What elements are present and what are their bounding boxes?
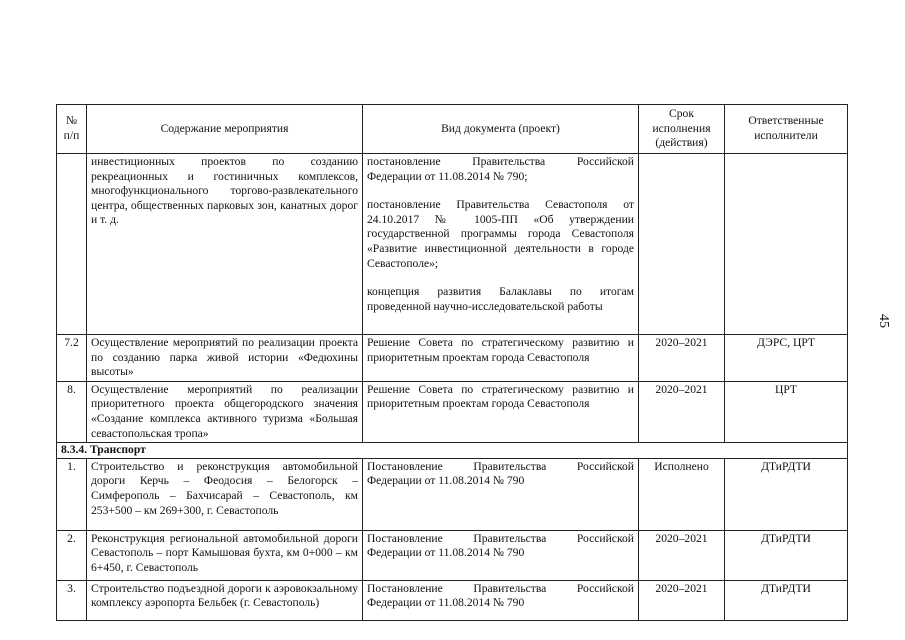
measures-table [56, 104, 848, 621]
row-docs: Постановление Правительства Российской Федерации от 11.08.2014 № 790 [363, 580, 639, 620]
row-deadline: 2020–2021 [639, 530, 725, 580]
row-content: Строительство и реконструкция автомобильной дороги Керчь – Феодосия – Белогорск – Симферополь – Бахчисарай – Севастополь, км 253+500 – км 269+300, г. Севастополь [87, 458, 363, 530]
row-deadline: 2020–2021 [639, 335, 725, 382]
table-row [57, 154, 848, 335]
section-title: 8.3.4. Транспорт [57, 443, 848, 459]
row-content: Осуществление мероприятий по реализации проекта по созданию парка живой истории «Федюхины высоты» [87, 335, 363, 382]
table-row [57, 381, 848, 442]
header-responsible: Ответственные исполнители [725, 105, 848, 154]
row-deadline: 2020–2021 [639, 580, 725, 620]
row-num: 3. [57, 580, 87, 620]
row-num: 7.2 [57, 335, 87, 382]
row-content: инвестиционных проектов по созданию рекреационных и гостиничных комплексов, многофункционального торгово-развлекательного центра, общественных парковых зон, канатных дорог и т. д. [87, 154, 363, 335]
row-docs: Постановление Правительства Российской Федерации от 11.08.2014 № 790 [363, 530, 639, 580]
row-num: 8. [57, 381, 87, 442]
row-docs: Решение Совета по стратегическому развитию и приоритетным проектам города Севастополя [363, 335, 639, 382]
row-content: Строительство подъездной дороги к аэровокзальному комплексу аэропорта Бельбек (г. Севастополь) [87, 580, 363, 620]
header-num: № п/п [57, 105, 87, 154]
row-docs: Постановление Правительства Российской Федерации от 11.08.2014 № 790 [363, 458, 639, 530]
section-row [57, 443, 848, 459]
page-number: 45 [876, 314, 891, 328]
table-row [57, 335, 848, 382]
row-content: Осуществление мероприятий по реализации приоритетного проекта общегородского значения «Создание комплекса активного туризма «Большая севастопольская тропа» [87, 381, 363, 442]
row-responsible: ДТиРДТИ [725, 458, 848, 530]
row-num: 2. [57, 530, 87, 580]
row-docs: Решение Совета по стратегическому развитию и приоритетным проектам города Севастополя [363, 381, 639, 442]
row-num [57, 154, 87, 335]
doc-line: постановление Правительства Севастополя от 24.10.2017 № 1005-ПП «Об утверждении государственной программы города Севастополя «Развитие инвестиционной деятельности в городе Севастополе»; [367, 198, 634, 270]
table-header-row [57, 105, 848, 154]
doc-line: концепция развития Балаклавы по итогам проведенной научно-исследовательской работы [367, 285, 634, 313]
row-content: Реконструкция региональной автомобильной дороги Севастополь – порт Камышовая бухта, км 0+000 – км 6+450, г. Севастополь [87, 530, 363, 580]
row-deadline [639, 154, 725, 335]
header-content: Содержание мероприятия [87, 105, 363, 154]
row-responsible: ДТиРДТИ [725, 580, 848, 620]
header-deadline: Срок исполнения (действия) [639, 105, 725, 154]
doc-line: постановление Правительства Российской Федерации от 11.08.2014 № 790; [367, 155, 634, 183]
header-doc-type: Вид документа (проект) [363, 105, 639, 154]
row-deadline: Исполнено [639, 458, 725, 530]
row-responsible: ДЭРС, ЦРТ [725, 335, 848, 382]
table-row [57, 458, 848, 530]
row-responsible [725, 154, 848, 335]
row-deadline: 2020–2021 [639, 381, 725, 442]
row-responsible: ЦРТ [725, 381, 848, 442]
table-row [57, 580, 848, 620]
row-docs [363, 154, 639, 335]
table-row [57, 530, 848, 580]
row-num: 1. [57, 458, 87, 530]
row-responsible: ДТиРДТИ [725, 530, 848, 580]
